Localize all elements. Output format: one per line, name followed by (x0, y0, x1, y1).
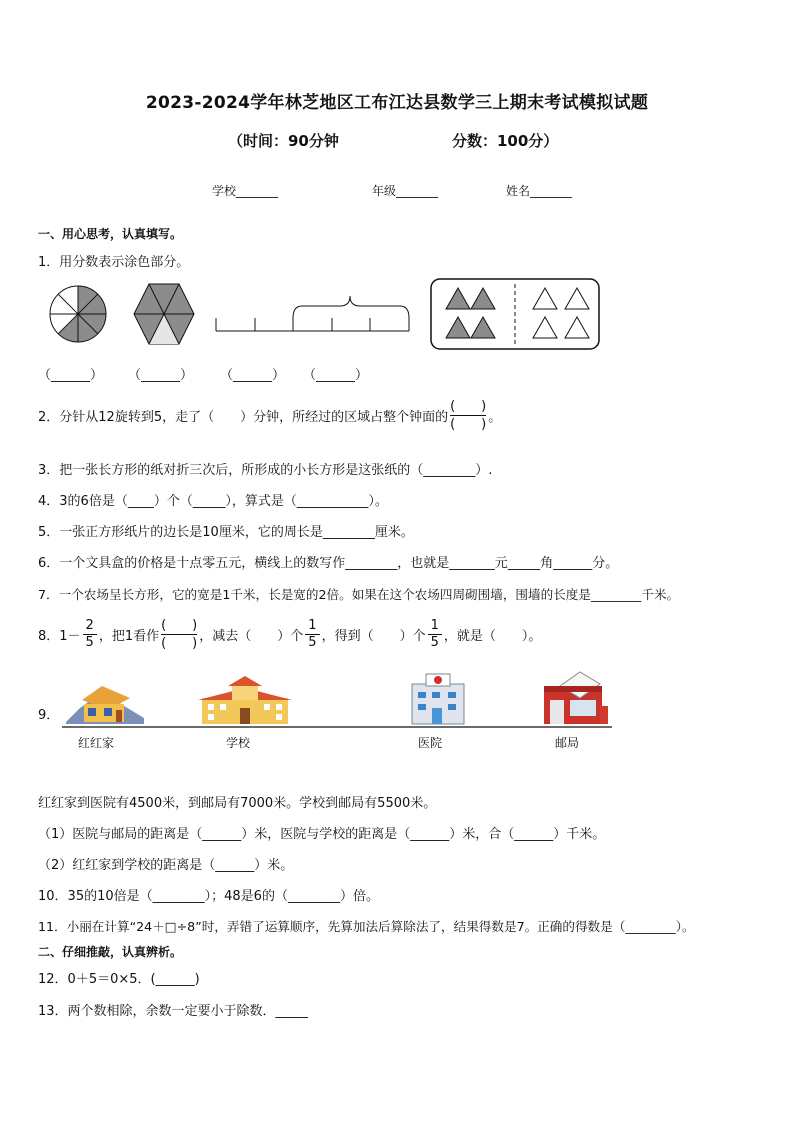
question-13: 13．两个数相除，余数一定要小于除数．_____ (38, 1004, 309, 1019)
q8-fraction-1-5-a: $\frac{1}{5}$ (305, 618, 319, 651)
exam-score: 分数：100分） (452, 132, 559, 150)
q8-text-4: ，得到（ ）个 (321, 629, 426, 644)
q8-bracket-fraction[interactable] (161, 617, 197, 652)
q1-answer-1[interactable]: （______） (38, 368, 104, 383)
grade-field: 年级_______ (372, 184, 439, 198)
label-post-office: 邮局 (555, 736, 580, 750)
exam-time: （时间：90分钟 (228, 132, 339, 150)
school-field: 学校_______ (212, 184, 279, 198)
question-11: 11．小丽在计算“24＋□÷8”时，弄错了运算顺序，先算加法后算除法了，结果得数是7。正确的得数是（________）。 (38, 919, 695, 934)
question-9: 9． (38, 708, 60, 723)
q1-answer-2[interactable]: （______） (128, 368, 194, 383)
house-icon (66, 686, 144, 724)
label-hospital: 医院 (418, 736, 443, 750)
question-12: 12．0＋5＝0×5．(______) (38, 972, 200, 987)
question-7: 7．一个农场呈长方形，它的宽是1千米，长是宽的2倍。如果在这个农场四周砌围墙，围墙的长度是________千米。 (38, 587, 680, 602)
circle-eighths-figure (50, 286, 106, 342)
name-field: 姓名_______ (506, 184, 573, 198)
q9-description: 红红家到医院有4500米，到邮局有7000米。学校到邮局有5500米。 (38, 796, 437, 811)
q8-text-5: ，就是（ ）。 (443, 629, 542, 644)
q9-part-1: （1）医院与邮局的距离是（______）米，医院与学校的距离是（______）米，合（______）千米。 (38, 827, 606, 842)
q9-map-figure (60, 670, 620, 732)
page-title: 2023-2024学年林芝地区工布江达县数学三上期末考试模拟试题 (145, 93, 649, 113)
fraction-numerator: ( ) (161, 618, 198, 633)
q9-part-2: （2）红红家到学校的距离是（______）米。 (38, 858, 294, 873)
fraction-denominator: ( ) (450, 417, 487, 432)
triangles-box-figure (431, 279, 599, 349)
q1-answer-3[interactable]: （______） (220, 368, 286, 383)
q8-text-3: ，减去（ ）个 (199, 629, 304, 644)
post-office-icon (544, 672, 608, 724)
question-3: 3．把一张长方形的纸对折三次后，所形成的小长方形是这张纸的（________）. (38, 463, 493, 478)
hexagon-sixths-figure (134, 284, 194, 344)
question-5: 5．一张正方形纸片的边长是10厘米，它的周长是________厘米。 (38, 525, 414, 540)
q8-fraction-2-5: $\frac{2}{5}$ (83, 618, 97, 651)
fraction-denominator: ( ) (161, 636, 198, 651)
q8-text-1: 8．1－ (38, 629, 81, 644)
question-2-text: 2．分针从12旋转到5，走了（ ）分钟，所经过的区域占整个钟面的 (38, 410, 449, 425)
q2-bracket-fraction[interactable] (450, 398, 486, 433)
school-icon (198, 676, 292, 724)
question-4: 4．3的6倍是（____）个（_____），算式是（___________）。 (38, 494, 388, 509)
question-6: 6．一个文具盒的价格是十点零五元，横线上的数写作________，也就是_______元_____角______分。 (38, 556, 619, 571)
section-1-heading: 一、用心思考，认真填写。 (38, 227, 183, 241)
question-2-end: 。 (488, 410, 502, 425)
q1-figures (40, 276, 620, 354)
label-hong-home: 红红家 (78, 736, 115, 750)
hospital-icon (412, 674, 464, 724)
section-2-heading: 二、仔细推敲，认真辨析。 (38, 945, 183, 959)
q8-fraction-1-5-b: $\frac{1}{5}$ (428, 618, 442, 651)
question-2 (38, 398, 501, 433)
question-1: 1．用分数表示涂色部分。 (38, 255, 190, 270)
fraction-numerator: ( ) (450, 399, 487, 414)
question-8 (38, 617, 541, 652)
q8-text-2: ，把1看作 (98, 629, 160, 644)
q1-answer-4[interactable]: （______） (303, 368, 369, 383)
question-10: 10．35的10倍是（________）；48是6的（________）倍。 (38, 889, 379, 904)
segment-line-figure (216, 296, 409, 331)
label-school: 学校 (226, 736, 251, 750)
